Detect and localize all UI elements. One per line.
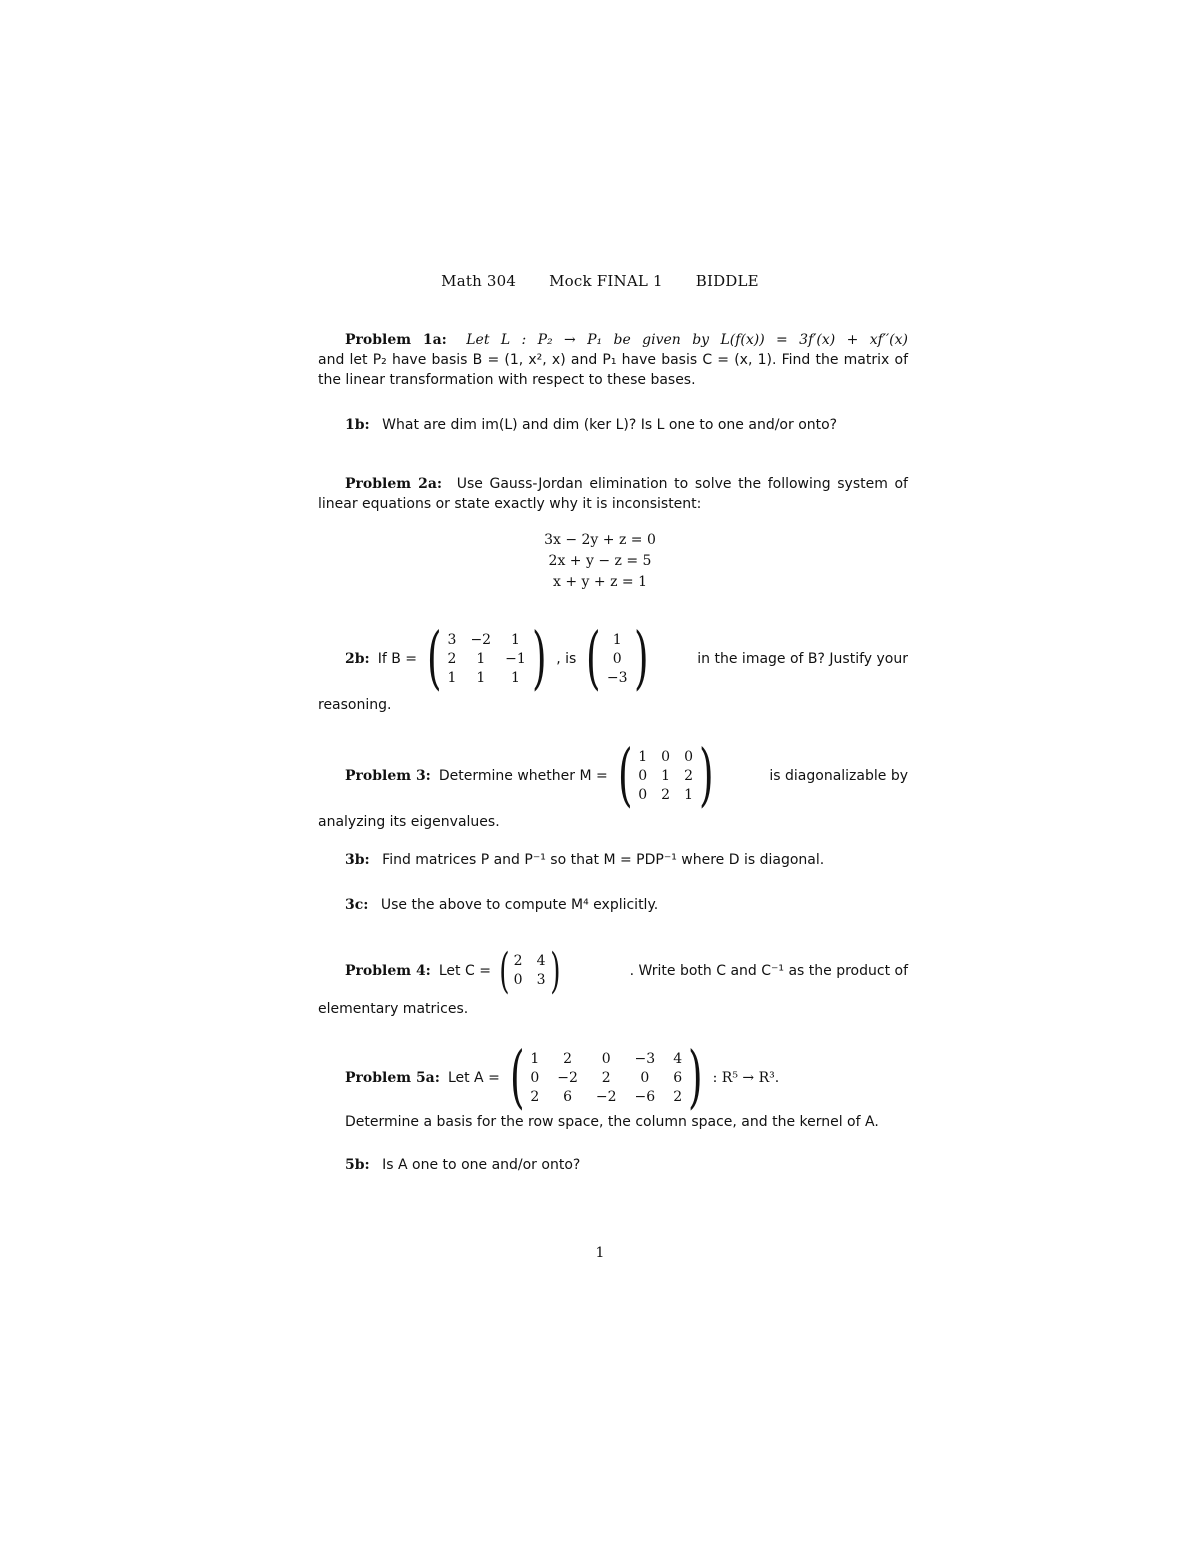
matrix-cell: 1 (476, 669, 486, 686)
problem-3c (318, 895, 908, 915)
problem-3-label: Problem 3: (345, 768, 431, 784)
problem-5a-pre: Let A = (447, 1070, 500, 1086)
problem-1a-label: Problem 1a: (345, 332, 447, 348)
vector-v-grid (607, 631, 628, 688)
matrix-cell: 6 (673, 1069, 683, 1086)
problem-5a-label: Problem 5a: (345, 1070, 440, 1086)
problem-3-continuation: analyzing its eigenvalues. (318, 814, 500, 830)
matrix-c-grid (514, 952, 546, 990)
problem-5a-post: : R⁵ → R³. (712, 1070, 780, 1086)
matrix-cell: 0 (530, 1069, 540, 1086)
matrix-cell: 1 (510, 631, 520, 648)
matrix-a: ( 1 2 0 −3 4 0 −2 2 0 6 2 6 −2 −6 2 ) (509, 1038, 703, 1117)
problem-3b (318, 850, 908, 870)
matrix-m: ( 1 0 0 0 1 2 0 2 1 ) (617, 736, 714, 815)
problem-2b (318, 619, 908, 715)
problem-2a (318, 474, 908, 514)
matrix-cell: 0 (684, 748, 694, 765)
matrix-cell: 0 (638, 767, 648, 784)
matrix-cell: 4 (536, 953, 546, 969)
problem-5b (318, 1155, 908, 1175)
problem-1a (318, 330, 908, 390)
matrix-cell: 2 (447, 650, 457, 667)
problem-4-post: . Write both C and C⁻¹ as the product of (629, 963, 908, 979)
problem-2a-label: Problem 2a: (345, 476, 443, 492)
equation-3: x + y + z = 1 (553, 574, 647, 590)
matrix-cell: 0 (661, 748, 671, 765)
problem-2b-post: in the image of B? Justify your (697, 651, 908, 667)
problem-4-pre: Let C = (438, 963, 491, 979)
problem-2b-continuation: reasoning. (318, 697, 392, 713)
problem-1b-label: 1b: (345, 417, 370, 433)
matrix-a-grid (530, 1050, 682, 1107)
matrix-cell: 6 (563, 1088, 573, 1105)
matrix-cell: 1 (530, 1050, 540, 1067)
matrix-cell: 1 (510, 669, 520, 686)
matrix-cell: −6 (634, 1088, 656, 1105)
problem-3c-label: 3c: (345, 897, 369, 913)
matrix-cell: 3 (447, 631, 457, 648)
problem-1a-line1: Let L : P₂ → P₁ be given by L(f(x)) = 3f′(x) + xf′′(x) (466, 332, 908, 348)
matrix-cell: 1 (447, 669, 457, 686)
problem-1a-line2: and let P₂ have basis B = (1, x², x) and P₁ have basis C = (x, 1). Find the matrix of the linear transformation with respect to these bases. (318, 352, 908, 388)
instructor-name: BIDDLE (695, 272, 759, 290)
matrix-cell: 2 (530, 1088, 540, 1105)
matrix-cell: 3 (536, 972, 546, 988)
problem-1b (318, 415, 908, 435)
problem-3b-text: Find matrices P and P⁻¹ so that M = PDP⁻¹ where D is diagonal. (382, 852, 825, 868)
matrix-cell: 0 (640, 1069, 650, 1086)
matrix-cell: 2 (673, 1088, 683, 1105)
problem-3b-label: 3b: (345, 852, 370, 868)
matrix-b: ( 3 −2 1 2 1 −1 1 1 1 ) (426, 619, 547, 698)
matrix-cell: −3 (634, 1050, 656, 1067)
matrix-cell: −2 (557, 1069, 578, 1086)
problem-4 (318, 943, 908, 1019)
problem-3-post: is diagonalizable by (769, 768, 908, 784)
exam-header (0, 272, 1200, 290)
equation-2: 2x + y − z = 5 (548, 553, 652, 569)
problem-2b-pre: If B = (377, 651, 417, 667)
matrix-b-grid (448, 631, 526, 688)
problem-5a (318, 1038, 908, 1132)
problem-3c-text: Use the above to compute M⁴ explicitly. (380, 897, 659, 913)
problem-3 (318, 736, 908, 832)
equation-1: 3x − 2y + z = 0 (544, 532, 656, 548)
matrix-cell: 2 (661, 786, 671, 803)
matrix-cell: −3 (606, 669, 628, 686)
matrix-cell: −1 (505, 650, 526, 667)
problem-4-label: Problem 4: (345, 963, 431, 979)
problem-5b-label: 5b: (345, 1157, 370, 1173)
matrix-cell: 1 (684, 786, 694, 803)
problem-2b-mid: , is (556, 651, 577, 667)
vector-v: ( 1 0 −3 ) (586, 619, 649, 698)
matrix-cell: −2 (470, 631, 492, 648)
matrix-cell: 0 (638, 786, 648, 803)
exam-title: Mock FINAL 1 (549, 272, 663, 290)
matrix-cell: 4 (673, 1050, 683, 1067)
equation-system (0, 530, 1200, 593)
problem-2b-label: 2b: (345, 651, 370, 667)
problem-4-continuation: elementary matrices. (318, 1001, 469, 1017)
matrix-cell: 1 (661, 767, 671, 784)
matrix-c: ( 2 4 0 3 ) (499, 943, 561, 999)
course-name: Math 304 (441, 272, 517, 290)
matrix-cell: 0 (513, 972, 523, 988)
matrix-cell: 1 (612, 631, 622, 648)
matrix-m-grid (638, 748, 693, 805)
problem-3-pre: Determine whether M = (438, 768, 608, 784)
problem-5a-text: Determine a basis for the row space, the column space, and the kernel of A. (345, 1114, 879, 1130)
matrix-cell: 1 (476, 650, 486, 667)
matrix-cell: 2 (563, 1050, 573, 1067)
problem-2a-text: Use Gauss-Jordan elimination to solve the following system of linear equations or state exactly why it is inconsistent: (318, 476, 908, 512)
matrix-cell: 2 (601, 1069, 611, 1086)
matrix-cell: 2 (684, 767, 694, 784)
matrix-cell: 1 (638, 748, 648, 765)
problem-5b-text: Is A one to one and/or onto? (382, 1157, 581, 1173)
matrix-cell: −2 (595, 1088, 617, 1105)
problem-1b-text: What are dim im(L) and dim (ker L)? Is L one to one and/or onto? (382, 417, 838, 433)
page-number: 1 (595, 1245, 605, 1261)
matrix-cell: 0 (601, 1050, 611, 1067)
matrix-cell: 2 (513, 953, 523, 969)
matrix-cell: 0 (612, 650, 622, 667)
